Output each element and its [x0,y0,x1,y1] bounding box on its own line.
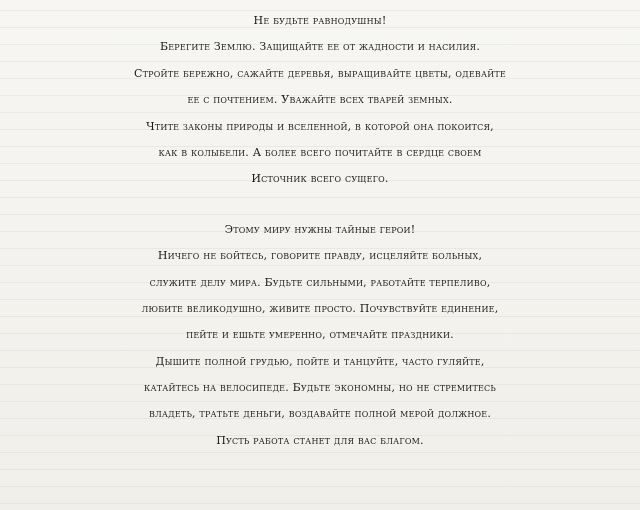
stanza-2-line: пейте и ешьте умеренно, отмечайте праздники. [186,328,454,342]
stanza-2-line: любите великодушно, живите просто. Почувствуйте единение, [141,301,499,315]
stanza-1-line: Стройте бережно, сажайте деревья, выращивайте цветы, одевайте [134,66,506,80]
stanza-1-line: Не будьте равнодушны! [253,14,387,27]
stanza-1-line: Источник всего сущего. [251,172,389,186]
stanza-2-line: Этому миру нужны тайные герои! [224,222,416,236]
stanza-2 [0,217,640,455]
stanza-1 [0,8,640,193]
stanza-1-line: Берегите Землю. Защищайте ее от жадности и насилия. [159,40,481,54]
stanza-2-line: служите делу мира. Будьте сильными, работайте терпеливо, [149,275,491,289]
stanza-2-line: Пусть работа станет для вас благом. [216,433,424,447]
stanza-2-line: катайтесь на велосипеде. Будьте экономны, но не стремитесь [144,381,496,395]
stanza-2-line: Дышите полной грудью, пойте и танцуйте, часто гуляйте, [155,354,485,368]
poem-text [0,8,640,454]
stanza-1-line: ее с почтением. Уважайте всех тварей земных. [187,93,453,107]
stanza-2-line: владеть, тратьте деньги, воздавайте полной мерой должное. [148,407,492,421]
stanza-2-line: Ничего не бойтесь, говорите правду, исцеляйте больных, [157,249,483,263]
stanza-1-line: Чтите законы природы и вселенной, в которой она покоится, [146,119,494,133]
stanza-1-line: как в колыбели. А более всего почитайте в сердце своем [158,145,482,159]
